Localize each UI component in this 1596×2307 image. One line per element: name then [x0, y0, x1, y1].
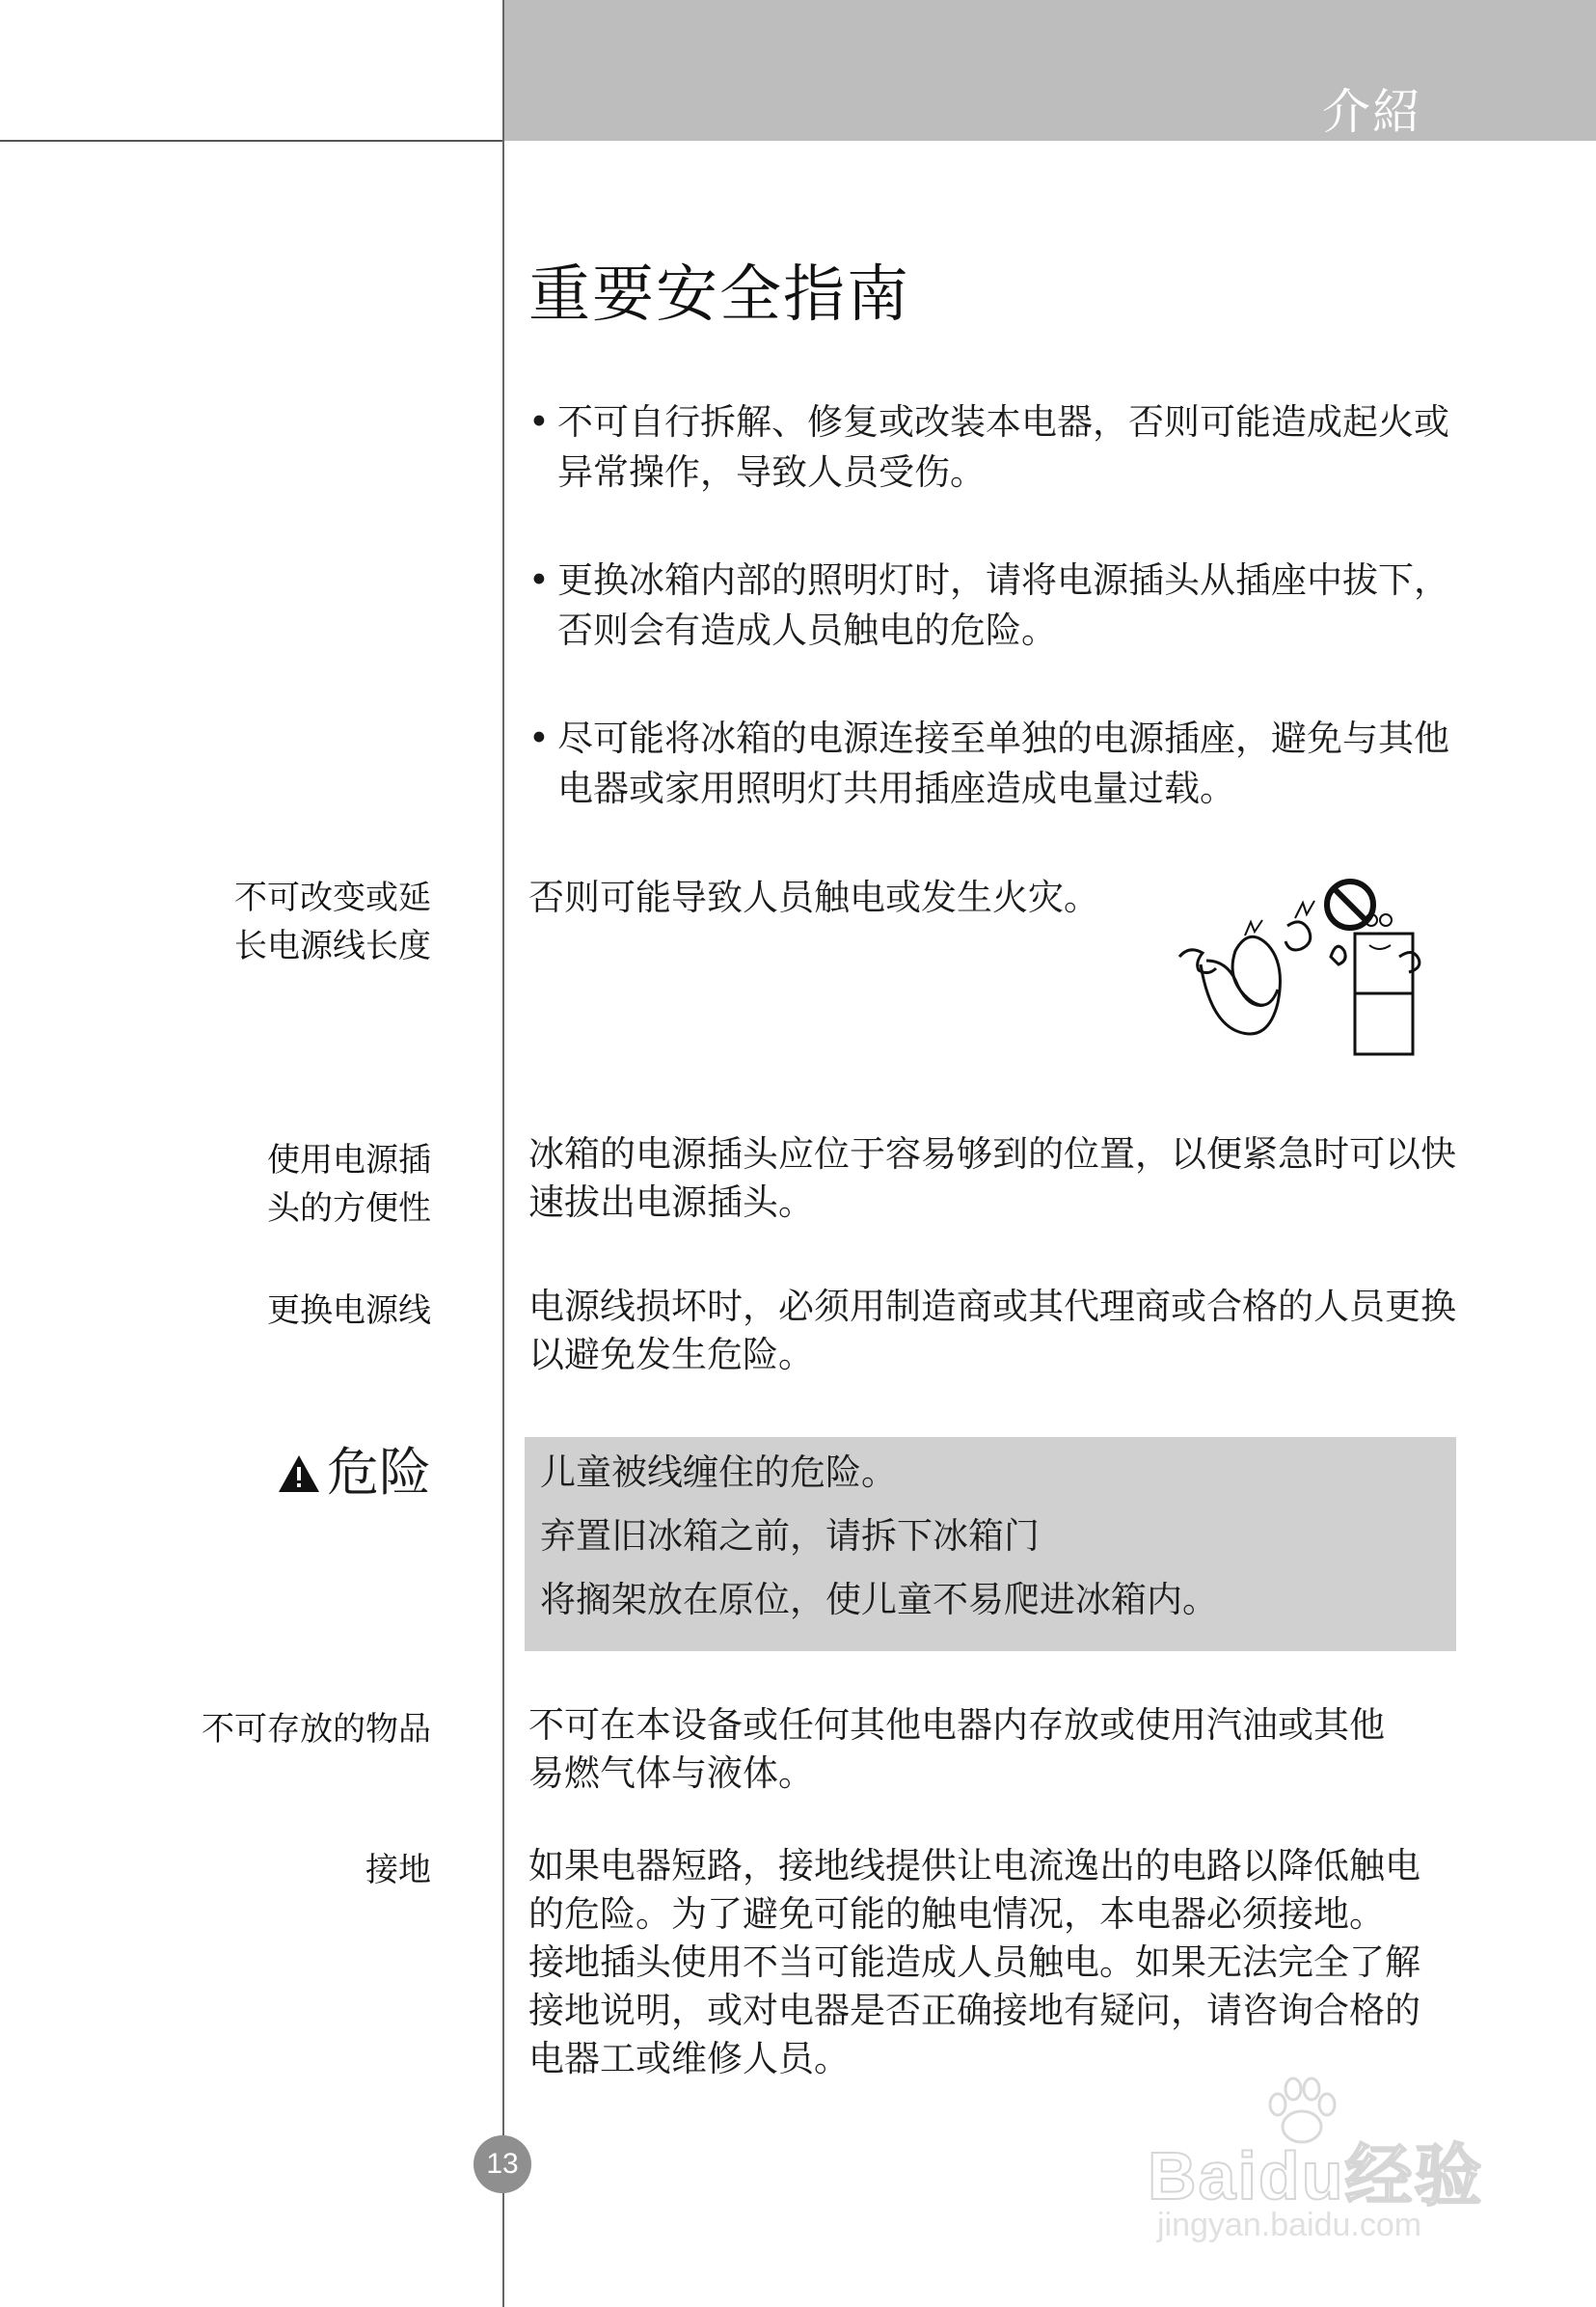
- text-line: 不可在本设备或任何其他电器内存放或使用汽油或其他: [528, 1704, 1385, 1746]
- text-line: 易燃气体与液体。: [528, 1752, 814, 1794]
- danger-heading: [142, 1439, 431, 1506]
- safety-bullet: [528, 556, 1493, 656]
- text-line: 接地插头使用不当可能造成人员触电。如果无法完全了解: [528, 1941, 1420, 1983]
- text-line: 速拔出电源插头。: [528, 1181, 814, 1223]
- safety-bullet: [528, 397, 1493, 498]
- label-plug-access: [45, 1136, 431, 1233]
- text-line: 以避免发生危险。: [528, 1334, 814, 1375]
- page-number: 13: [473, 2135, 531, 2193]
- no-store-text: [528, 1701, 1502, 1798]
- header-bar: [503, 0, 1596, 141]
- bullet-line: 不可自行拆解、修复或改装本电器，否则可能造成起火或: [557, 401, 1449, 443]
- grounding-text: [528, 1842, 1502, 2083]
- bullet-line: 尽可能将冰箱的电源连接至单独的电源插座，避免与其他: [557, 718, 1449, 759]
- bullet-dot: •: [528, 401, 550, 443]
- text-line: 接地说明，或对电器是否正确接地有疑问，请咨询合格的: [528, 1990, 1420, 2031]
- label-no-store: 不可存放的物品: [202, 1710, 431, 1749]
- bullet-line: 电器或家用照明灯共用插座造成电量过载。: [557, 768, 1235, 809]
- text-line: 如果电器短路，接地线提供让电流逸出的电路以降低触电: [528, 1845, 1420, 1886]
- danger-label: 危险: [327, 1442, 431, 1503]
- watermark-brand: Baidu经验: [1148, 2138, 1484, 2213]
- safety-bullet: [528, 714, 1493, 814]
- margin-divider: [502, 0, 504, 2307]
- bullet-line: 否则会有造成人员触电的危险。: [557, 610, 1057, 651]
- label-line: 不可改变或延: [234, 879, 431, 917]
- refrigerator-plug-illustration: [1172, 868, 1461, 1065]
- danger-line: 弃置旧冰箱之前，请拆下冰箱门: [540, 1515, 1040, 1557]
- bullet-dot: •: [528, 559, 550, 601]
- bullet-line: 异常操作，导致人员受伤。: [557, 451, 986, 493]
- extend-cord-text: 否则可能导致人员触电或发生火灾。: [528, 877, 1099, 918]
- section-title: 介紹: [1322, 84, 1422, 140]
- page-title: 重要安全指南: [528, 259, 910, 331]
- danger-line: 儿童被线缠住的危险。: [540, 1452, 897, 1493]
- label-line: 长电源线长度: [234, 927, 431, 965]
- label-extend-cord: [45, 874, 431, 970]
- label-replace-cord: 更换电源线: [267, 1291, 431, 1330]
- label-grounding: 接地: [365, 1851, 431, 1889]
- replace-cord-text: [528, 1283, 1502, 1379]
- label-line: 使用电源插: [267, 1141, 431, 1180]
- danger-line: 将搁架放在原位，使儿童不易爬进冰箱内。: [540, 1579, 1218, 1620]
- text-line: 的危险。为了避免可能的触电情况，本电器必须接地。: [528, 1893, 1385, 1935]
- plug-access-text: [528, 1130, 1502, 1227]
- danger-box: [525, 1437, 1456, 1651]
- bullet-line: 更换冰箱内部的照明灯时，请将电源插头从插座中拔下，: [557, 559, 1449, 601]
- bullet-dot: •: [528, 718, 550, 759]
- warning-triangle-icon: [277, 1453, 321, 1494]
- watermark-url: jingyan.baidu.com: [1157, 2207, 1422, 2243]
- header-rule: [0, 140, 503, 142]
- baidu-watermark: [1148, 2083, 1572, 2247]
- text-line: 冰箱的电源插头应位于容易够到的位置，以便紧急时可以快: [528, 1133, 1456, 1175]
- label-line: 头的方便性: [267, 1189, 431, 1228]
- text-line: 电器工或维修人员。: [528, 2038, 850, 2079]
- text-line: 电源线损坏时，必须用制造商或其代理商或合格的人员更换: [528, 1286, 1456, 1327]
